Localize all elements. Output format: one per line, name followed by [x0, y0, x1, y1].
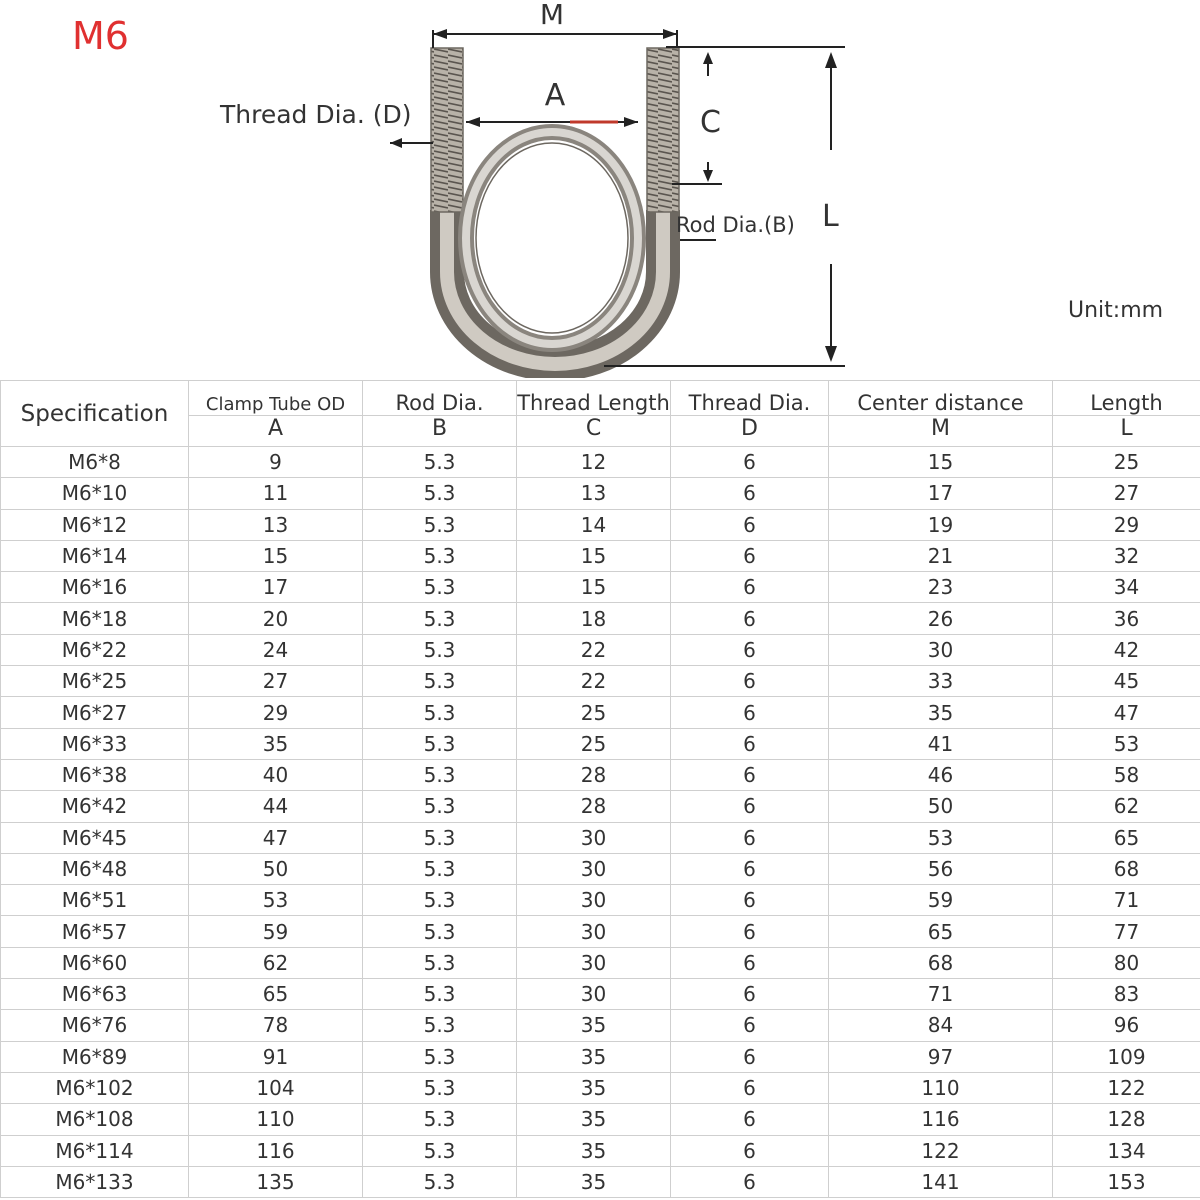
- table-row: [1, 728, 1200, 759]
- u-bolt-diagram: [0, 0, 1200, 378]
- value-cell: 141: [829, 1166, 1053, 1197]
- value-cell: 35: [517, 1104, 671, 1135]
- value-cell: 6: [671, 666, 829, 697]
- spec-cell: M6*45: [1, 822, 189, 853]
- col-header-name: Thread Length: [517, 381, 671, 416]
- value-cell: 47: [189, 822, 363, 853]
- value-cell: 91: [189, 1041, 363, 1072]
- spec-cell: M6*12: [1, 509, 189, 540]
- value-cell: 26: [829, 603, 1053, 634]
- value-cell: 15: [829, 447, 1053, 478]
- value-cell: 83: [1053, 979, 1200, 1010]
- value-cell: 5.3: [363, 791, 517, 822]
- spec-cell: M6*60: [1, 947, 189, 978]
- value-cell: 6: [671, 1041, 829, 1072]
- value-cell: 62: [189, 947, 363, 978]
- value-cell: 96: [1053, 1010, 1200, 1041]
- value-cell: 35: [517, 1041, 671, 1072]
- value-cell: 65: [1053, 822, 1200, 853]
- value-cell: 128: [1053, 1104, 1200, 1135]
- value-cell: 30: [517, 916, 671, 947]
- clamp-tube: [466, 132, 638, 344]
- value-cell: 24: [189, 634, 363, 665]
- label-rod-dia: Rod Dia.(B): [676, 213, 795, 237]
- spec-cell: M6*76: [1, 1010, 189, 1041]
- spec-cell: M6*16: [1, 572, 189, 603]
- value-cell: 5.3: [363, 822, 517, 853]
- value-cell: 71: [1053, 885, 1200, 916]
- value-cell: 80: [1053, 947, 1200, 978]
- value-cell: 35: [517, 1135, 671, 1166]
- label-thread-dia: Thread Dia. (D): [220, 100, 412, 129]
- value-cell: 15: [189, 540, 363, 571]
- value-cell: 6: [671, 791, 829, 822]
- table-row: [1, 791, 1200, 822]
- value-cell: 6: [671, 822, 829, 853]
- col-header-symbol: B: [363, 416, 517, 447]
- value-cell: 68: [1053, 853, 1200, 884]
- value-cell: 116: [189, 1135, 363, 1166]
- table-row: [1, 634, 1200, 665]
- table-row: [1, 853, 1200, 884]
- value-cell: 5.3: [363, 572, 517, 603]
- value-cell: 110: [829, 1072, 1053, 1103]
- label-c: C: [700, 105, 721, 140]
- table-row: [1, 759, 1200, 790]
- value-cell: 5.3: [363, 885, 517, 916]
- value-cell: 5.3: [363, 1166, 517, 1197]
- value-cell: 6: [671, 759, 829, 790]
- col-header-specification: Specification: [1, 381, 189, 447]
- spec-cell: M6*25: [1, 666, 189, 697]
- value-cell: 35: [829, 697, 1053, 728]
- page-title: M6: [72, 14, 129, 58]
- spec-cell: M6*38: [1, 759, 189, 790]
- value-cell: 6: [671, 853, 829, 884]
- value-cell: 17: [189, 572, 363, 603]
- label-a: A: [544, 78, 566, 113]
- value-cell: 59: [829, 885, 1053, 916]
- table-row: [1, 1072, 1200, 1103]
- value-cell: 5.3: [363, 1010, 517, 1041]
- value-cell: 17: [829, 478, 1053, 509]
- value-cell: 6: [671, 947, 829, 978]
- value-cell: 5.3: [363, 603, 517, 634]
- col-header-symbol: C: [517, 416, 671, 447]
- spec-cell: M6*108: [1, 1104, 189, 1135]
- spec-cell: M6*18: [1, 603, 189, 634]
- col-header-name: Center distance: [829, 381, 1053, 416]
- value-cell: 30: [517, 947, 671, 978]
- value-cell: 30: [829, 634, 1053, 665]
- value-cell: 6: [671, 447, 829, 478]
- value-cell: 116: [829, 1104, 1053, 1135]
- value-cell: 45: [1053, 666, 1200, 697]
- value-cell: 15: [517, 572, 671, 603]
- value-cell: 53: [189, 885, 363, 916]
- value-cell: 6: [671, 603, 829, 634]
- value-cell: 78: [189, 1010, 363, 1041]
- spec-cell: M6*102: [1, 1072, 189, 1103]
- table-row: [1, 478, 1200, 509]
- value-cell: 27: [189, 666, 363, 697]
- value-cell: 5.3: [363, 947, 517, 978]
- value-cell: 5.3: [363, 540, 517, 571]
- spec-cell: M6*27: [1, 697, 189, 728]
- value-cell: 53: [1053, 728, 1200, 759]
- value-cell: 46: [829, 759, 1053, 790]
- value-cell: 6: [671, 1104, 829, 1135]
- value-cell: 5.3: [363, 916, 517, 947]
- table-row: [1, 603, 1200, 634]
- value-cell: 65: [829, 916, 1053, 947]
- value-cell: 77: [1053, 916, 1200, 947]
- value-cell: 110: [189, 1104, 363, 1135]
- value-cell: 109: [1053, 1041, 1200, 1072]
- col-header-symbol: L: [1053, 416, 1200, 447]
- value-cell: 135: [189, 1166, 363, 1197]
- value-cell: 35: [189, 728, 363, 759]
- spec-cell: M6*10: [1, 478, 189, 509]
- spec-cell: M6*89: [1, 1041, 189, 1072]
- value-cell: 19: [829, 509, 1053, 540]
- value-cell: 42: [1053, 634, 1200, 665]
- table-row: [1, 509, 1200, 540]
- table-row: [1, 916, 1200, 947]
- value-cell: 15: [517, 540, 671, 571]
- value-cell: 6: [671, 509, 829, 540]
- col-header-name: Rod Dia.: [363, 381, 517, 416]
- value-cell: 6: [671, 728, 829, 759]
- table-row: [1, 822, 1200, 853]
- value-cell: 13: [189, 509, 363, 540]
- value-cell: 25: [517, 728, 671, 759]
- table-row: [1, 540, 1200, 571]
- value-cell: 5.3: [363, 1041, 517, 1072]
- value-cell: 59: [189, 916, 363, 947]
- value-cell: 104: [189, 1072, 363, 1103]
- table-row: [1, 447, 1200, 478]
- value-cell: 153: [1053, 1166, 1200, 1197]
- value-cell: 25: [1053, 447, 1200, 478]
- value-cell: 11: [189, 478, 363, 509]
- value-cell: 6: [671, 478, 829, 509]
- spec-cell: M6*8: [1, 447, 189, 478]
- col-header-name: Length: [1053, 381, 1200, 416]
- value-cell: 34: [1053, 572, 1200, 603]
- value-cell: 65: [189, 979, 363, 1010]
- value-cell: 40: [189, 759, 363, 790]
- value-cell: 20: [189, 603, 363, 634]
- col-header-symbol: M: [829, 416, 1053, 447]
- value-cell: 25: [517, 697, 671, 728]
- value-cell: 6: [671, 540, 829, 571]
- value-cell: 33: [829, 666, 1053, 697]
- value-cell: 58: [1053, 759, 1200, 790]
- table-row: [1, 947, 1200, 978]
- value-cell: 22: [517, 634, 671, 665]
- value-cell: 29: [189, 697, 363, 728]
- value-cell: 47: [1053, 697, 1200, 728]
- value-cell: 29: [1053, 509, 1200, 540]
- spec-cell: M6*133: [1, 1166, 189, 1197]
- spec-cell: M6*22: [1, 634, 189, 665]
- col-header-name: Clamp Tube OD: [189, 381, 363, 416]
- value-cell: 30: [517, 885, 671, 916]
- value-cell: 5.3: [363, 1072, 517, 1103]
- table-row: [1, 666, 1200, 697]
- col-header-symbol: D: [671, 416, 829, 447]
- value-cell: 5.3: [363, 447, 517, 478]
- value-cell: 5.3: [363, 478, 517, 509]
- value-cell: 30: [517, 979, 671, 1010]
- spec-table: [0, 380, 1200, 1198]
- spec-cell: M6*14: [1, 540, 189, 571]
- spec-cell: M6*33: [1, 728, 189, 759]
- value-cell: 35: [517, 1072, 671, 1103]
- value-cell: 5.3: [363, 1104, 517, 1135]
- thread-dia-arrow: [390, 138, 433, 148]
- table-row: [1, 697, 1200, 728]
- value-cell: 53: [829, 822, 1053, 853]
- value-cell: 5.3: [363, 1135, 517, 1166]
- table-row: [1, 1166, 1200, 1197]
- value-cell: 6: [671, 885, 829, 916]
- value-cell: 71: [829, 979, 1053, 1010]
- value-cell: 5.3: [363, 697, 517, 728]
- value-cell: 5.3: [363, 666, 517, 697]
- value-cell: 22: [517, 666, 671, 697]
- value-cell: 6: [671, 979, 829, 1010]
- dimension-c: [666, 47, 845, 184]
- spec-cell: M6*63: [1, 979, 189, 1010]
- spec-cell: M6*51: [1, 885, 189, 916]
- label-l: L: [822, 199, 839, 234]
- value-cell: 18: [517, 603, 671, 634]
- value-cell: 6: [671, 572, 829, 603]
- value-cell: 5.3: [363, 728, 517, 759]
- value-cell: 35: [517, 1010, 671, 1041]
- value-cell: 36: [1053, 603, 1200, 634]
- value-cell: 6: [671, 916, 829, 947]
- dimension-m: [433, 29, 677, 48]
- value-cell: 12: [517, 447, 671, 478]
- value-cell: 30: [517, 822, 671, 853]
- value-cell: 50: [189, 853, 363, 884]
- table-row: [1, 1041, 1200, 1072]
- value-cell: 134: [1053, 1135, 1200, 1166]
- value-cell: 5.3: [363, 509, 517, 540]
- value-cell: 5.3: [363, 759, 517, 790]
- value-cell: 35: [517, 1166, 671, 1197]
- table-row: [1, 1135, 1200, 1166]
- value-cell: 23: [829, 572, 1053, 603]
- value-cell: 122: [829, 1135, 1053, 1166]
- col-header-symbol: A: [189, 416, 363, 447]
- table-body: [1, 447, 1200, 1198]
- value-cell: 30: [517, 853, 671, 884]
- value-cell: 28: [517, 791, 671, 822]
- value-cell: 27: [1053, 478, 1200, 509]
- table-row: [1, 885, 1200, 916]
- spec-cell: M6*48: [1, 853, 189, 884]
- value-cell: 13: [517, 478, 671, 509]
- table-row: [1, 1104, 1200, 1135]
- value-cell: 14: [517, 509, 671, 540]
- value-cell: 32: [1053, 540, 1200, 571]
- table-row: [1, 572, 1200, 603]
- value-cell: 50: [829, 791, 1053, 822]
- value-cell: 5.3: [363, 634, 517, 665]
- unit-label: Unit:mm: [1068, 298, 1164, 323]
- value-cell: 5.3: [363, 979, 517, 1010]
- value-cell: 21: [829, 540, 1053, 571]
- value-cell: 44: [189, 791, 363, 822]
- value-cell: 6: [671, 697, 829, 728]
- table-row: [1, 979, 1200, 1010]
- value-cell: 6: [671, 1166, 829, 1197]
- value-cell: 6: [671, 1072, 829, 1103]
- spec-cell: M6*42: [1, 791, 189, 822]
- spec-cell: M6*114: [1, 1135, 189, 1166]
- value-cell: 97: [829, 1041, 1053, 1072]
- table-header-row: [1, 381, 1200, 416]
- spec-cell: M6*57: [1, 916, 189, 947]
- value-cell: 41: [829, 728, 1053, 759]
- value-cell: 9: [189, 447, 363, 478]
- value-cell: 5.3: [363, 853, 517, 884]
- value-cell: 28: [517, 759, 671, 790]
- table-row: [1, 1010, 1200, 1041]
- value-cell: 68: [829, 947, 1053, 978]
- value-cell: 6: [671, 1010, 829, 1041]
- value-cell: 62: [1053, 791, 1200, 822]
- value-cell: 6: [671, 1135, 829, 1166]
- value-cell: 84: [829, 1010, 1053, 1041]
- label-m: M: [539, 0, 565, 31]
- value-cell: 56: [829, 853, 1053, 884]
- value-cell: 6: [671, 634, 829, 665]
- col-header-name: Thread Dia.: [671, 381, 829, 416]
- value-cell: 122: [1053, 1072, 1200, 1103]
